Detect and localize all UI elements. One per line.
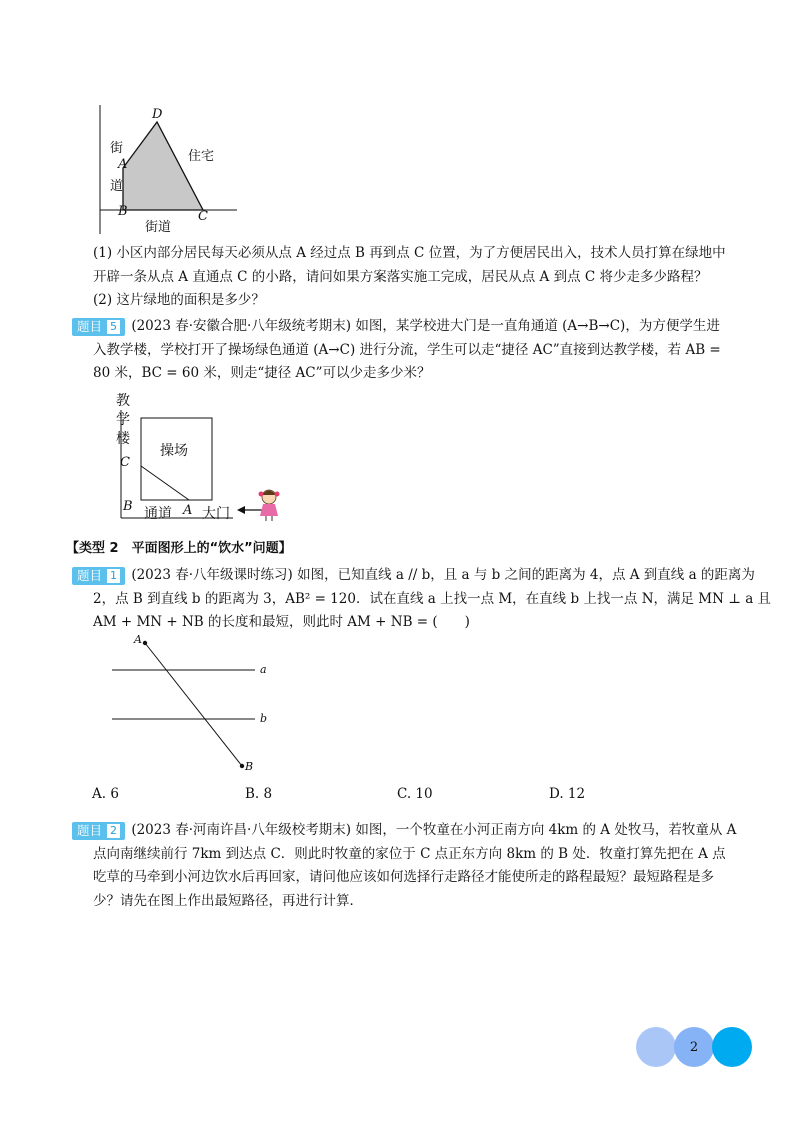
girl-icon bbox=[259, 490, 280, 521]
fig2-building-3: 楼 bbox=[116, 431, 130, 447]
choice-b[interactable]: B. 8 bbox=[245, 786, 273, 802]
fig2-gate: 大门 bbox=[202, 506, 230, 522]
fig1-label-d: D bbox=[152, 107, 163, 122]
point-b bbox=[240, 764, 244, 768]
problem5-tag bbox=[72, 318, 125, 336]
problem2-number: 2 bbox=[106, 823, 121, 839]
problem2-line3: 吃草的马牵到小河边饮水后再回家，请问他应该如何选择行走路径才能使所走的路程最短？最短路程是多 bbox=[93, 869, 714, 885]
shortcut-ac-line bbox=[141, 466, 189, 500]
fig2-label-c: C bbox=[120, 455, 130, 470]
point-a bbox=[143, 641, 147, 645]
problem1-line3: AM + MN + NB 的长度和最短，则此时 AM + NB = ( ) bbox=[93, 614, 470, 630]
segment-ab bbox=[145, 643, 242, 766]
problem5-tag-label: 题目 bbox=[77, 318, 103, 334]
problem5-line1 bbox=[72, 314, 734, 338]
problem1-tag-label: 题目 bbox=[77, 567, 103, 583]
problem5-text-1: (2023 春·安徽合肥·八年级统考期末) 如图，某学校进大门是一直角通道 (A→B→C)，为方便学生进 bbox=[131, 318, 720, 334]
fig1-residence: 住宅 bbox=[188, 149, 215, 164]
problem1-number: 1 bbox=[106, 568, 121, 584]
problem2-tag bbox=[72, 822, 125, 840]
problem4-q2: (2) 这片绿地的面积是多少？ bbox=[93, 292, 265, 308]
fig2-building-2: 学 bbox=[116, 412, 130, 428]
problem5-line3: 80 米，BC = 60 米，则走“捷径 AC”可以少走多少米？ bbox=[93, 365, 431, 381]
problem5-number: 5 bbox=[106, 319, 121, 335]
fig1-label-b: B bbox=[118, 204, 128, 219]
problem2-line2: 点向南继续前行 7km 到达点 C．则此时牧童的家位于 C 点正东方向 8km 的 B 处．牧童打算先把在 A 点 bbox=[93, 846, 726, 862]
gate-arrow-head bbox=[237, 506, 245, 514]
fig1-label-c: C bbox=[198, 209, 208, 224]
fig2-label-a: A bbox=[183, 503, 193, 518]
section2-heading: 【类型 2 平面图形上的“饮水”问题】 bbox=[66, 541, 292, 556]
problem1-tag bbox=[72, 567, 125, 585]
page-dot-middle bbox=[674, 1027, 714, 1067]
page-number: 2 bbox=[689, 1039, 699, 1055]
fig3-label-b-point: B bbox=[245, 760, 254, 773]
page-dot-right bbox=[712, 1027, 752, 1067]
choice-a[interactable]: A. 6 bbox=[92, 786, 119, 802]
fig1-label-a: A bbox=[118, 157, 128, 172]
fig3-label-a-point: A bbox=[134, 633, 142, 646]
fig2-label-b: B bbox=[123, 499, 133, 514]
problem2-line1 bbox=[72, 818, 737, 842]
problem2-line4: 少？请先在图上作出最短路径，再进行计算． bbox=[93, 893, 363, 909]
fig1-street-vertical-1: 街 bbox=[110, 141, 124, 156]
choice-d[interactable]: D. 12 bbox=[549, 786, 586, 802]
problem2-tag-label: 题目 bbox=[77, 822, 103, 838]
fig3-label-line-b: b bbox=[260, 712, 268, 725]
school-gate-figure bbox=[115, 410, 285, 525]
fig2-building-1: 教 bbox=[116, 393, 130, 409]
problem1-text-1: (2023 春·八年级课时练习) 如图，已知直线 a // b，且 a 与 b 之间的距离为 4，点 A 到直线 a 的距离为 bbox=[131, 567, 755, 583]
problem1-line1 bbox=[72, 563, 755, 587]
problem5-line2: 入教学楼，学校打开了操场绿色通道 (A→C) 进行分流，学生可以走“捷径 AC”直接到达教学楼，若 AB = bbox=[93, 342, 721, 358]
page-dot-left bbox=[636, 1027, 676, 1067]
green-land-area bbox=[123, 122, 203, 210]
problem4-q1-line1: (1) 小区内部分居民每天必须从点 A 经过点 B 再到点 C 位置，为了方便居民出入，技术人员打算在绿地中 bbox=[93, 245, 726, 261]
fig2-passage: 通道 bbox=[144, 506, 172, 522]
choice-c[interactable]: C. 10 bbox=[397, 786, 433, 802]
fig3-label-line-a: a bbox=[260, 663, 267, 676]
problem2-text-1: (2023 春·河南许昌·八年级校考期末) 如图，一个牧童在小河正南方向 4km 的 A 处牧马，若牧童从 A bbox=[131, 822, 737, 838]
fig1-street-vertical-2: 道 bbox=[110, 179, 124, 194]
fig1-street-horizontal: 街道 bbox=[145, 220, 172, 235]
problem1-line2: 2，点 B 到直线 b 的距离为 3，AB² = 120．试在直线 a 上找一点 M，在直线 b 上找一点 N，满足 MN ⊥ a 且 bbox=[93, 591, 772, 607]
parallel-lines-figure bbox=[100, 633, 280, 778]
problem4-q1-line2: 开辟一条从点 A 直通点 C 的小路，请问如果方案落实施工完成，居民从点 A 到点 C 将少走多少路程？ bbox=[93, 269, 708, 285]
fig2-playground: 操场 bbox=[160, 443, 188, 459]
